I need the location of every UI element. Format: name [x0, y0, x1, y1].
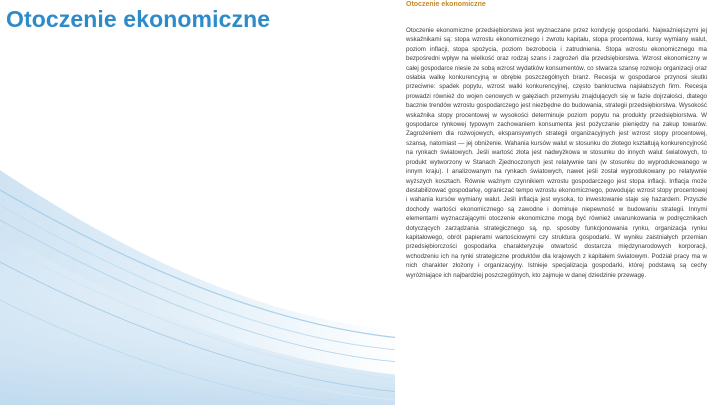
- document-heading: Otoczenie ekonomiczne: [406, 1, 486, 8]
- document-page: [395, 0, 720, 405]
- slide-title: Otoczenie ekonomiczne: [6, 6, 271, 32]
- document-body-text: Otoczenie ekonomiczne przedsiębiorstwa jest wyznaczane przez kondycję gospodarki. Najważniejszymi jej wskaźnikami są: stopa wzrostu ekonomicznego i zwrotu kapitału, stopa procentowa, kursy wymiany walut, poziom inflacji, stopa spożycia, poziom bezrobocia i zatrudnienia. Stopa wzrostu ekonomicznego ma bezpośredni wpływ na wielkość oraz rodzaj szans i zagrożeń dla przedsiębiorstwa. Wzrost ekonomiczny w całej gospodarce niesie ze sobą wzrost wydatków konsumentów, co stwarza szansę rozwoju organizacji oraz osłabia walkę konkurencyjną w obrębie poszczególnych branż. Recesja w gospodarce przynosi skutki przeciwne: spadek popytu, wzrost walki konkurencyjnej, często bankructwa najsłabszych firm. Recesja prowadzi również do wojen cenowych w gałęziach przemysłu znajdujących się w fazie dojrzałości, dlatego bacznie trendów wzrostu gospodarczego jest niezbędne do budowania, strategii przedsiębiorstwa. Wysokość wskaźnika stopy procentowej w wysokości determinuje poziom popytu na produkty przedsiębiorstwa. W gospodarce rynkowej typowym zachowaniem konsumenta jest pożyczanie pieniędzy na zakup towarów. Zagrożeniem dla rozwojowych, ekspansywnych strategii organizacyjnych jest wzrost stopy procentowej, szansą, natomiast — jej obniżenie. Wahania kursów walut w stosunku do złotego kształtują konkurencyjność na rynkach światowych. Jeśli wartość złota jest nadwyżkowa w stosunku do innych walut światowych, to produkt wytworzony w Stanach Zjednoczonych jest relatywnie tani (w stosunku do wyprodukowanego w innym kraju). I analizowanym na rynkach światowych, nawet jeśli został wyprodukowany po relatywnie wyższych kosztach. Równie ważnym czynnikiem wzrostu gospodarczego jest stopa inflacji. Inflacja może destabilizować gospodarkę, ograniczać tempo wzrostu ekonomicznego, powodując wzrost stopy procentowej i wahania kursów wymiany walut. Jeśli inflacja jest wysoka, to inwestowanie staje się hazardem. Przyszłe dochody wartości ekonomicznego są zawodne i dominuje niepewność w budowaniu strategii. Innymi elementami wyznaczającymi otoczenie ekonomiczne mogą być również uwarunkowania w podręcznikach dotyczących zarządzania strategicznego są, np. sposoby funkcjonowania rynku, organizacja rynku kapitałowego, obrót papierami wartościowymi czy struktura gospodarki. W wyniku zaistniałych przemian przedsiębiorczości gospodarka charakteryzuje otwartość dostarcza międzynarodowych korporacji, wchodzeniu ich na rynki strategiczne produktów dla krajowych z kapitałem światowym. Podział pracy ma w nich charakter złożony i organizacyjny. Istnieje specjalizacja gospodarki, której podstawą są cechy wyróżniające ich najbardziej poszczególnych, kto zajmuje w danej dziedzinie przewagę.: [406, 27, 707, 279]
